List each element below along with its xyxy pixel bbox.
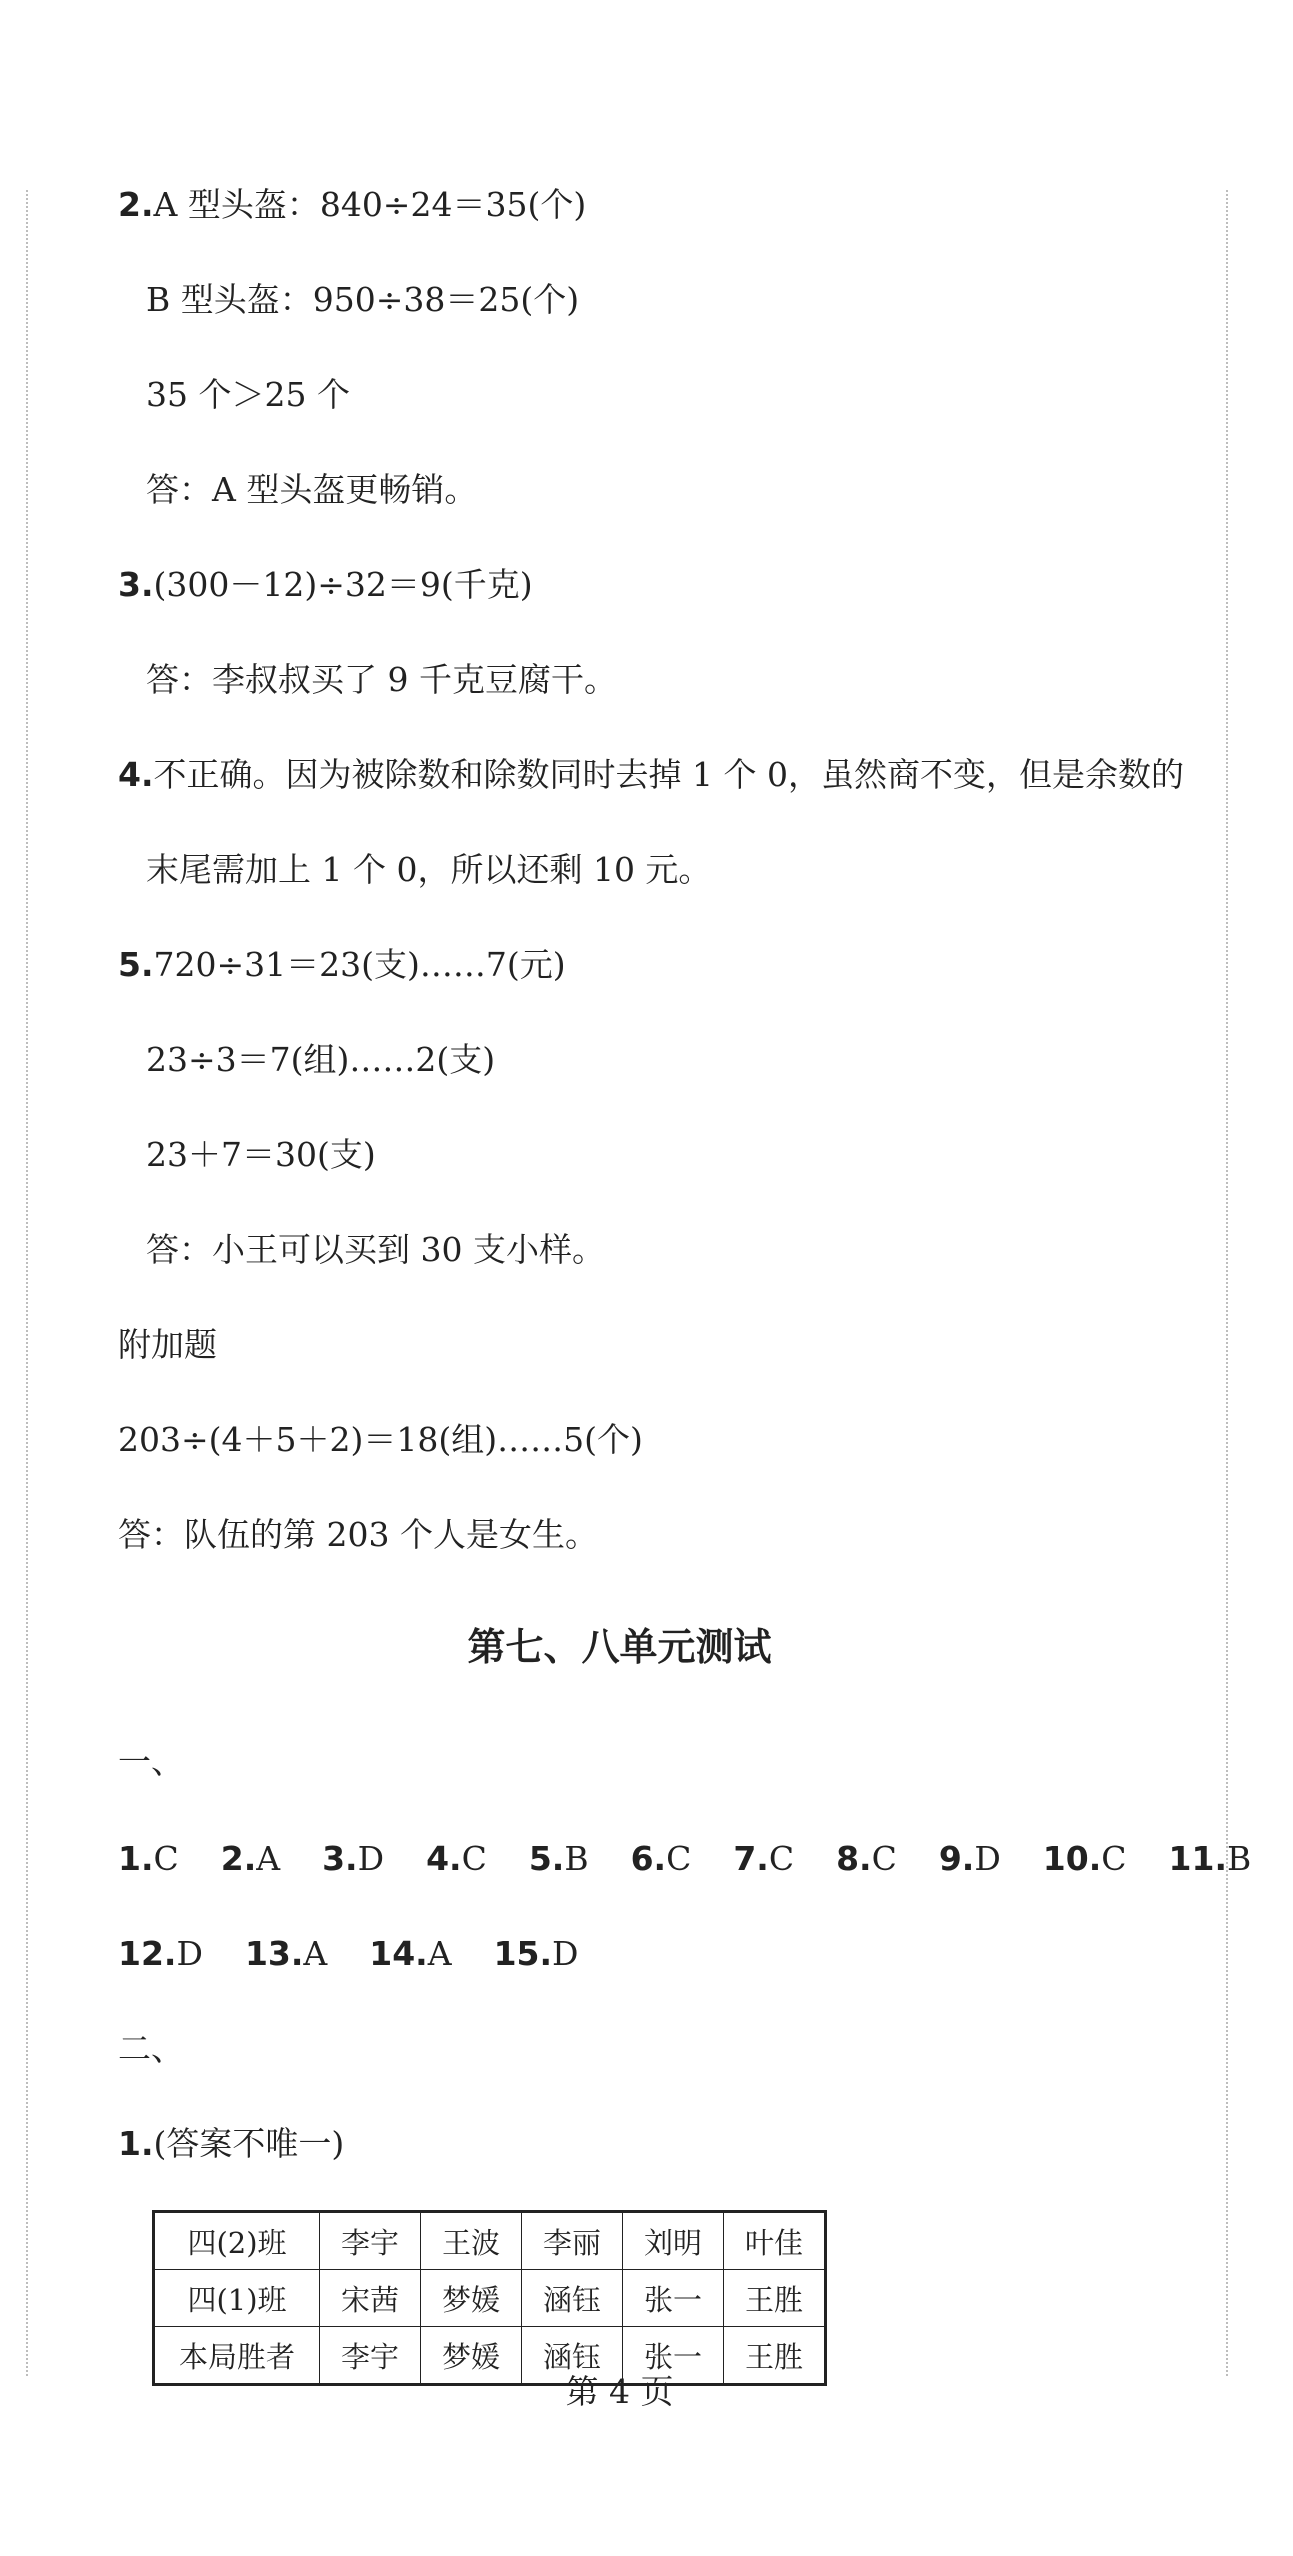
- answer-text: 答：小王可以买到 30 支小样。: [146, 1230, 605, 1269]
- mc-answer: [939, 1837, 1001, 1881]
- table-cell: 叶佳: [724, 2212, 826, 2270]
- mc-answer: [1043, 1837, 1127, 1881]
- answer-text: (300－12)÷32＝9(千克): [153, 565, 533, 604]
- question-number: 13.: [244, 1934, 304, 1973]
- answer-text: 答：队伍的第 203 个人是女生。: [118, 1515, 598, 1554]
- answer-letter: A: [256, 1839, 281, 1878]
- answer-line: [118, 753, 1184, 797]
- answer-line: [146, 1133, 376, 1177]
- question-number: 1.: [118, 1839, 154, 1878]
- answer-text: 35 个＞25 个: [146, 375, 350, 414]
- left-margin-rule: [26, 190, 28, 2376]
- question-number: 11.: [1168, 1839, 1227, 1878]
- table-cell: 四(2)班: [154, 2212, 320, 2270]
- answer-text: 不正确。因为被除数和除数同时去掉 1 个 0，虽然商不变，但是余数的: [153, 755, 1184, 794]
- table-row: [154, 2212, 826, 2270]
- mc-answer: [369, 1932, 451, 1976]
- answer-text: A 型头盔：840÷24＝35(个): [153, 185, 587, 224]
- extra-question-label: [118, 1323, 217, 1367]
- answer-letter: D: [552, 1934, 579, 1973]
- question-number: 3.: [118, 565, 154, 604]
- answer-text: 23＋7＝30(支): [146, 1135, 376, 1174]
- answer-line: [146, 1038, 495, 1082]
- answer-line: [146, 1228, 605, 1272]
- answer-line: [118, 563, 533, 607]
- mc-answer: [221, 1837, 280, 1881]
- table-cell: 张一: [623, 2327, 724, 2385]
- question-number: 12.: [118, 1934, 177, 1973]
- page-number: 第 4 页: [565, 2372, 674, 2411]
- question-number: 4.: [118, 755, 154, 794]
- question-number: 5.: [528, 1839, 565, 1878]
- mc-answer: [733, 1837, 794, 1881]
- question-number: 6.: [630, 1839, 667, 1878]
- answer-line: [118, 1418, 643, 1462]
- answer-letter: D: [176, 1934, 203, 1973]
- answer-line: [118, 2122, 344, 2166]
- answer-letter: D: [357, 1839, 385, 1878]
- mc-answers-row-1: [118, 1837, 1293, 1881]
- answer-letter: C: [666, 1839, 692, 1878]
- table-cell: 涵钰: [522, 2270, 623, 2327]
- answer-text: 203÷(4＋5＋2)＝18(组)……5(个): [118, 1420, 643, 1459]
- answer-letter: B: [1226, 1839, 1252, 1878]
- table-cell: 王胜: [724, 2327, 826, 2385]
- question-number: 8.: [836, 1839, 872, 1878]
- question-number: 3.: [322, 1839, 358, 1878]
- mc-answer: [836, 1837, 897, 1881]
- table-cell: 宋茜: [320, 2270, 421, 2327]
- answer-text: 末尾需加上 1 个 0，所以还剩 10 元。: [146, 850, 712, 889]
- answer-line: [146, 373, 350, 417]
- table-cell: 李宇: [320, 2212, 421, 2270]
- table-cell: 李丽: [522, 2212, 623, 2270]
- question-number: 2.: [220, 1839, 257, 1878]
- part-label: 一、: [118, 1742, 184, 1781]
- table-cell: 刘明: [623, 2212, 724, 2270]
- mc-answer: [631, 1837, 692, 1881]
- answer-line: [146, 658, 617, 702]
- answer-letter: C: [461, 1839, 487, 1878]
- answer-line: [146, 278, 579, 322]
- answer-text: 23÷3＝7(组)……2(支): [146, 1040, 496, 1079]
- question-number: 10.: [1042, 1839, 1102, 1878]
- table-cell: 李宇: [320, 2327, 421, 2385]
- answer-line: [146, 468, 477, 512]
- question-number: 2.: [118, 185, 154, 224]
- answer-letter: C: [1101, 1839, 1127, 1878]
- answer-line: [118, 1513, 598, 1557]
- question-number: 5.: [118, 945, 154, 984]
- answer-line: [118, 183, 586, 227]
- answer-letter: C: [871, 1839, 897, 1878]
- answer-letter: C: [768, 1839, 795, 1878]
- question-number: 7.: [733, 1839, 769, 1878]
- answer-text: 720÷31＝23(支)……7(元): [153, 945, 566, 984]
- table-cell: 本局胜者: [154, 2327, 320, 2385]
- mc-answer: [245, 1932, 327, 1976]
- mc-answer: [529, 1837, 589, 1881]
- answer-letter: C: [153, 1839, 179, 1878]
- table-cell: 王波: [421, 2212, 522, 2270]
- table-cell: 梦媛: [421, 2270, 522, 2327]
- table-cell: 王胜: [724, 2270, 826, 2327]
- mc-answer: [118, 1837, 179, 1881]
- question-number: 9.: [938, 1839, 975, 1878]
- answer-letter: D: [974, 1839, 1001, 1878]
- part-label: 二、: [118, 2029, 184, 2068]
- mc-answer: [494, 1932, 579, 1976]
- mc-answer: [118, 1932, 203, 1976]
- answer-text: B 型头盔：950÷38＝25(个): [146, 280, 580, 319]
- table-cell: 涵钰: [522, 2327, 623, 2385]
- mc-answer: [322, 1837, 384, 1881]
- winner-table: [152, 2210, 827, 2386]
- answer-text: (答案不唯一): [153, 2124, 345, 2163]
- mc-answer: [1169, 1837, 1252, 1881]
- answer-line: [146, 848, 711, 892]
- question-number: 1.: [118, 2124, 154, 2163]
- table-row: [154, 2270, 826, 2327]
- table-cell: 四(1)班: [154, 2270, 320, 2327]
- answer-letter: A: [303, 1934, 328, 1973]
- right-margin-rule: [1226, 190, 1228, 2376]
- question-number: 4.: [426, 1839, 462, 1878]
- question-number: 14.: [369, 1934, 428, 1973]
- answer-line: [118, 943, 566, 987]
- answer-text: 答：李叔叔买了 9 千克豆腐干。: [146, 660, 617, 699]
- table-cell: 梦媛: [421, 2327, 522, 2385]
- section-title: 第七、八单元测试: [467, 1625, 772, 1669]
- answer-text: 附加题: [118, 1325, 217, 1364]
- answer-text: 答：A 型头盔更畅销。: [146, 470, 478, 509]
- answer-letter: A: [427, 1934, 452, 1973]
- mc-answers-row-2: [118, 1932, 621, 1976]
- answer-letter: B: [564, 1839, 589, 1878]
- mc-answer: [426, 1837, 487, 1881]
- table-cell: 张一: [623, 2270, 724, 2327]
- question-number: 15.: [493, 1934, 553, 1973]
